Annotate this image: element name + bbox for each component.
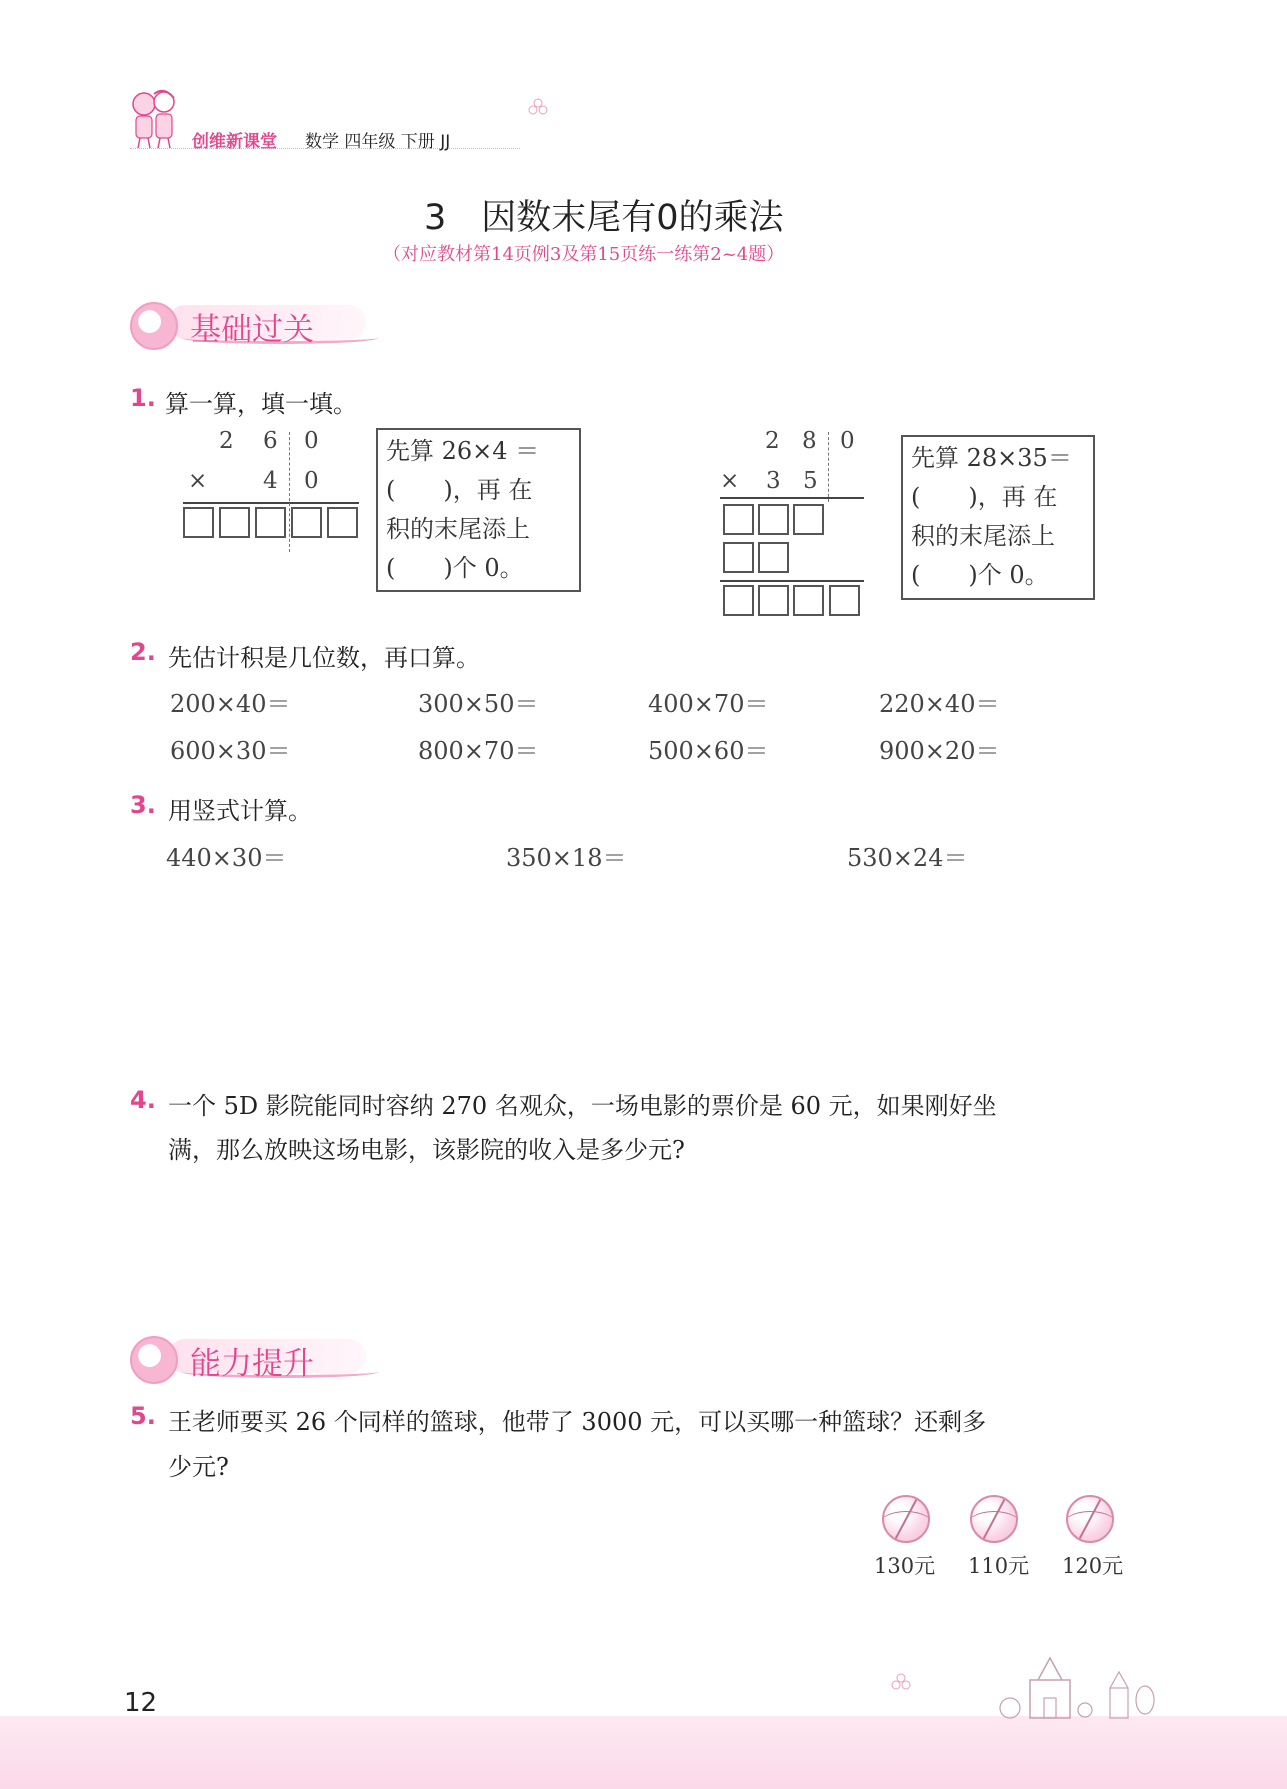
hint-line: ( )，再 在 — [386, 476, 533, 504]
header-brand: 创维新课堂 — [192, 132, 277, 152]
hint-line: ( )个 0。 — [911, 561, 1049, 589]
digit: 0 — [304, 468, 319, 494]
answer-box[interactable] — [255, 507, 286, 538]
q2-equation: 400×70＝ — [648, 690, 769, 718]
flower-icon — [890, 1672, 912, 1694]
answer-box[interactable] — [829, 585, 860, 616]
answer-box[interactable] — [793, 504, 824, 535]
q2-number: 2. — [130, 638, 156, 666]
basketball-price: 130元 — [874, 1554, 936, 1578]
answer-box[interactable] — [758, 585, 789, 616]
q3-number: 3. — [130, 791, 156, 819]
section-basic-title: 基础过关 — [190, 312, 314, 348]
basketball-price: 120元 — [1062, 1554, 1124, 1578]
basketball-icon — [882, 1495, 930, 1543]
digit: 8 — [802, 428, 817, 454]
basketball-icon — [1066, 1495, 1114, 1543]
q3-equation: 350×18＝ — [506, 844, 627, 872]
page-number: 12 — [124, 1688, 158, 1718]
q2-equation: 600×30＝ — [170, 737, 291, 765]
calc-line — [720, 497, 864, 499]
hint-line: 积的末尾添上 — [386, 515, 530, 543]
section-basic-banner — [130, 302, 390, 348]
q4-line1: 一个 5D 影院能同时容纳 270 名观众，一场电影的票价是 60 元，如果刚好坐 — [168, 1092, 997, 1120]
hint-line: 先算 28×35＝ — [911, 444, 1072, 472]
q4-line2: 满，那么放映这场电影，该影院的收入是多少元? — [168, 1136, 685, 1164]
header-subject: 数学 四年级 下册 JJ — [305, 132, 451, 152]
q1-right-hint-box — [901, 435, 1095, 600]
answer-box[interactable] — [793, 585, 824, 616]
digit: 4 — [263, 468, 278, 494]
hint-line: 积的末尾添上 — [911, 522, 1055, 550]
q4-number: 4. — [130, 1086, 156, 1114]
digit: 0 — [304, 428, 319, 454]
answer-box[interactable] — [291, 507, 322, 538]
q3-equation: 440×30＝ — [166, 844, 287, 872]
multiply-sign: × — [188, 468, 208, 494]
mascot-icon — [130, 302, 178, 350]
q2-equation: 300×50＝ — [418, 690, 539, 718]
page-subtitle: （对应教材第14页例3及第15页练一练第2~4题） — [383, 244, 785, 265]
calc-line — [183, 502, 359, 504]
answer-box[interactable] — [183, 507, 214, 538]
basketball-price: 110元 — [968, 1554, 1030, 1578]
q1-number: 1. — [130, 384, 156, 412]
q2-equation: 500×60＝ — [648, 737, 769, 765]
digit: 6 — [263, 428, 278, 454]
mascot-icon — [130, 1336, 178, 1384]
q2-equation: 900×20＝ — [879, 737, 1000, 765]
q5-line2: 少元? — [168, 1453, 229, 1481]
q2-text: 先估计积是几位数，再口算。 — [168, 644, 480, 672]
answer-box[interactable] — [723, 542, 754, 573]
dashed-separator — [828, 432, 829, 502]
multiply-sign: × — [720, 468, 740, 494]
q5-number: 5. — [130, 1402, 156, 1430]
footer-band — [0, 1716, 1287, 1789]
calc-line — [720, 580, 864, 582]
q2-equation: 200×40＝ — [170, 690, 291, 718]
digit: 2 — [219, 428, 234, 454]
hint-line: ( )，再 在 — [911, 483, 1058, 511]
section-advanced-banner — [130, 1336, 390, 1382]
digit: 5 — [803, 468, 818, 494]
hint-line: ( )个 0。 — [386, 554, 524, 582]
basketball-icon — [970, 1495, 1018, 1543]
q3-equation: 530×24＝ — [847, 844, 968, 872]
digit: 2 — [765, 428, 780, 454]
castle-icon — [990, 1650, 1170, 1720]
answer-box[interactable] — [723, 585, 754, 616]
q1-left-hint-box — [376, 428, 581, 592]
q1-text: 算一算，填一填。 — [165, 390, 357, 418]
answer-box[interactable] — [327, 507, 358, 538]
q2-equation: 220×40＝ — [879, 690, 1000, 718]
q5-line1: 王老师要买 26 个同样的篮球，他带了 3000 元，可以买哪一种篮球？还剩多 — [168, 1408, 987, 1436]
digit: 3 — [766, 468, 781, 494]
answer-box[interactable] — [723, 504, 754, 535]
q3-text: 用竖式计算。 — [168, 797, 312, 825]
hint-line: 先算 26×4 ＝ — [386, 437, 540, 465]
answer-box[interactable] — [758, 504, 789, 535]
q2-equation: 800×70＝ — [418, 737, 539, 765]
answer-box[interactable] — [758, 542, 789, 573]
section-advanced-title: 能力提升 — [190, 1346, 314, 1382]
answer-box[interactable] — [219, 507, 250, 538]
dashed-separator — [289, 432, 290, 552]
page-title: 3 因数末尾有0的乘法 — [424, 198, 784, 238]
flower-icon — [528, 98, 548, 118]
header-mascot — [128, 88, 180, 150]
digit: 0 — [840, 428, 855, 454]
